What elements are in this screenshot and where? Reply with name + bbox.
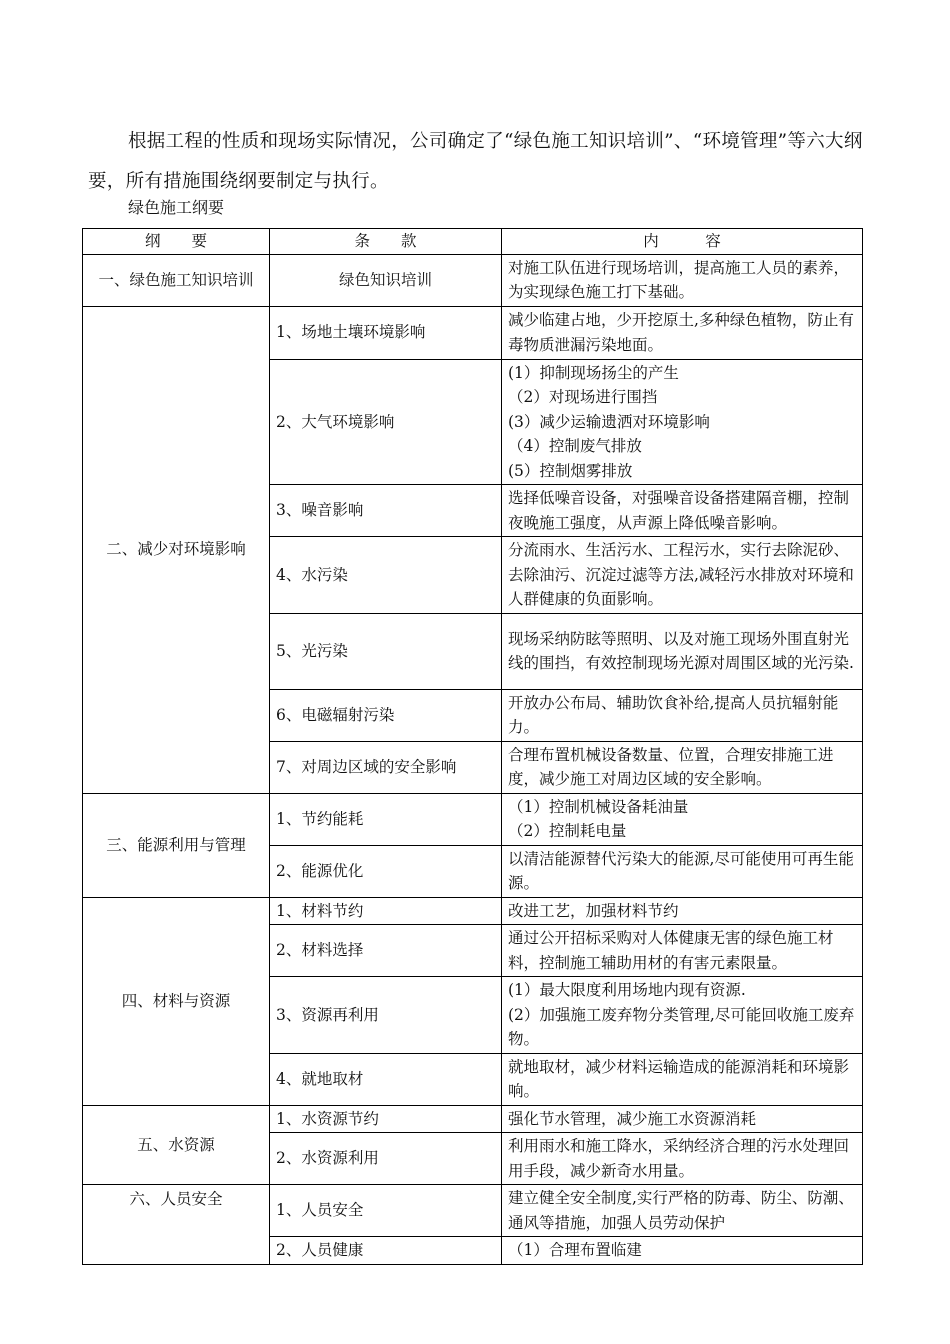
content-line: （2）对现场进行围挡 [508, 388, 658, 406]
content-cell [502, 845, 863, 897]
clause-cell: 2、水资源利用 [270, 1133, 502, 1185]
table-row [83, 897, 863, 925]
table-row [83, 254, 863, 306]
content-cell [502, 537, 863, 614]
content-line: 就地取材，减少材料运输造成的能源消耗和环境影响。 [508, 1057, 850, 1100]
intro-paragraph: 根据工程的性质和现场实际情况，公司确定了“绿色施工知识培训”、“环境管理”等六大纲要，所有措施围绕纲要制定与执行。 [88, 131, 863, 192]
table-row [83, 1185, 863, 1237]
clause-cell: 1、人员安全 [270, 1185, 502, 1237]
green-construction-outline-table [82, 228, 863, 1265]
outline-cell: 六、人员安全 [83, 1185, 270, 1265]
content-cell [502, 485, 863, 537]
clause-cell: 4、就地取材 [270, 1053, 502, 1105]
content-line: （4）控制废气排放 [508, 437, 642, 455]
clause-cell: 3、噪音影响 [270, 485, 502, 537]
clause-cell: 2、大气环境影响 [270, 359, 502, 485]
clause-cell: 1、水资源节约 [270, 1105, 502, 1133]
content-line: （1）合理布置临建 [508, 1241, 642, 1259]
table-row [83, 306, 863, 359]
content-cell [502, 1105, 863, 1133]
content-line: 分流雨水、生活污水、工程污水，实行去除泥砂、去除油污、沉淀过滤等方法,减轻污水排放对环境和人群健康的负面影响。 [508, 541, 854, 608]
clause-cell: 2、能源优化 [270, 845, 502, 897]
content-line: (2）加强施工废弃物分类管理,尽可能回收施工废弃物。 [508, 1005, 855, 1048]
outline-cell: 一、绿色施工知识培训 [83, 254, 270, 306]
content-cell [502, 793, 863, 845]
outline-cell: 五、水资源 [83, 1105, 270, 1185]
content-cell [502, 1185, 863, 1237]
clause-cell: 7、对周边区域的安全影响 [270, 741, 502, 793]
content-line: (5）控制烟雾排放 [508, 461, 633, 480]
clause-cell: 3、资源再利用 [270, 977, 502, 1054]
clause-cell: 2、人员健康 [270, 1237, 502, 1265]
content-line: 改进工艺，加强材料节约 [508, 901, 679, 920]
content-cell [502, 613, 863, 689]
content-line: 通过公开招标采购对人体健康无害的绿色施工材料，控制施工辅助用材的有害元素限量。 [508, 929, 834, 972]
content-cell [502, 1237, 863, 1265]
content-line: 以清洁能源替代污染大的能源,尽可能使用可再生能源。 [508, 849, 854, 892]
content-line: 强化节水管理，减少施工水资源消耗 [508, 1109, 757, 1128]
content-line: （2）控制耗电量 [508, 822, 627, 840]
clause-cell: 6、电磁辐射污染 [270, 689, 502, 741]
content-cell [502, 359, 863, 485]
content-cell [502, 897, 863, 925]
content-cell [502, 254, 863, 306]
outline-cell: 三、能源利用与管理 [83, 793, 270, 897]
table-row [83, 793, 863, 845]
content-line: 对施工队伍进行现场培训，提高施工人员的素养，为实现绿色施工打下基础。 [508, 258, 850, 301]
outline-cell: 四、材料与资源 [83, 897, 270, 1105]
content-line: 现场采纳防眩等照明、以及对施工现场外围直射光线的围挡，有效控制现场光源对周围区域的光污染. [508, 629, 854, 672]
header-content: 内 容 [502, 229, 863, 255]
content-cell [502, 689, 863, 741]
content-line: (1）抑制现场扬尘的产生 [508, 363, 679, 382]
content-cell [502, 977, 863, 1054]
clause-cell: 1、场地土壤环境影响 [270, 306, 502, 359]
content-cell [502, 925, 863, 977]
clause-cell: 1、材料节约 [270, 897, 502, 925]
clause-cell: 1、节约能耗 [270, 793, 502, 845]
content-cell [502, 306, 863, 359]
content-cell [502, 1133, 863, 1185]
clause-cell: 2、材料选择 [270, 925, 502, 977]
content-line: 选择低噪音设备，对强噪音设备搭建隔音棚，控制夜晚施工强度，从声源上降低噪音影响。 [508, 489, 850, 532]
content-line: 利用雨水和施工降水，采纳经济合理的污水处理回用手段，减少新奇水用量。 [508, 1137, 850, 1180]
table-header-row [83, 229, 863, 255]
clause-cell: 5、光污染 [270, 613, 502, 689]
content-line: (3）减少运输遗洒对环境影响 [508, 412, 710, 431]
header-outline: 纲 要 [83, 229, 270, 255]
content-cell [502, 1053, 863, 1105]
clause-cell: 绿色知识培训 [270, 254, 502, 306]
clause-cell: 4、水污染 [270, 537, 502, 614]
table-caption: 绿色施工纲要 [128, 198, 225, 217]
content-line: （1）控制机械设备耗油量 [508, 797, 689, 816]
outline-cell: 二、减少对环境影响 [83, 306, 270, 793]
content-line: 合理布置机械设备数量、位置，合理安排施工进度，减少施工对周边区域的安全影响。 [508, 745, 834, 788]
content-cell [502, 741, 863, 793]
content-line: (1）最大限度利用场地内现有资源. [508, 981, 746, 999]
content-line: 减少临建占地，少开挖原土,多种绿色植物，防止有毒物质泄漏污染地面。 [508, 311, 854, 354]
content-line: 建立健全安全制度,实行严格的防毒、防尘、防潮、通风等措施，加强人员劳动保护 [508, 1189, 854, 1232]
content-line: 开放办公布局、辅助饮食补给,提高人员抗辐射能力。 [508, 693, 839, 736]
header-clause: 条 款 [270, 229, 502, 255]
table-row [83, 1105, 863, 1133]
